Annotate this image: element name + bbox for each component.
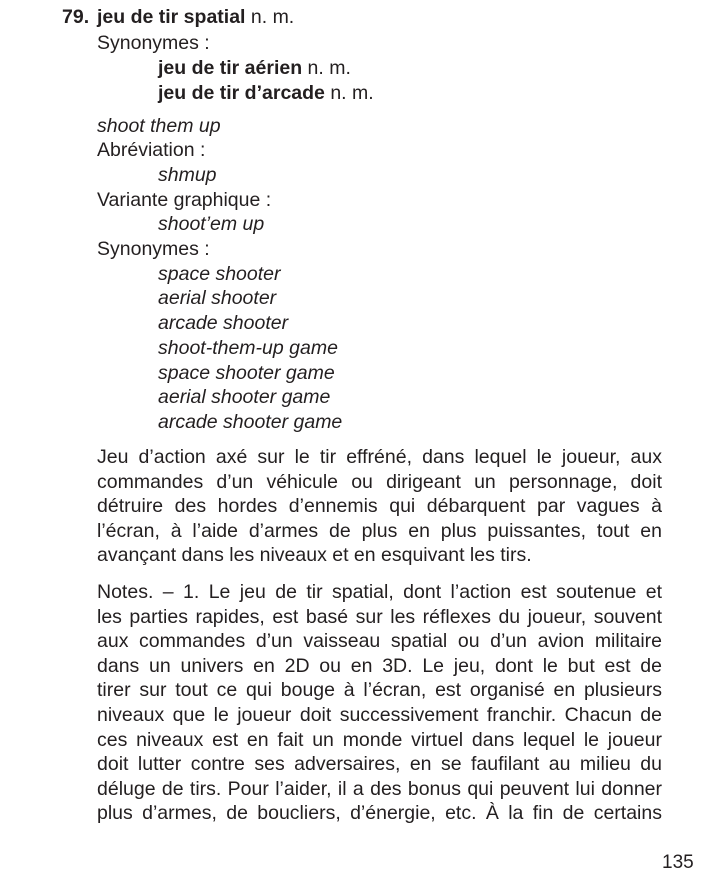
definition-line: commandes d’un véhicule ou dirigeant un personnage, doit [97,470,662,493]
abbreviation: shmup [158,164,217,186]
variant-label: Variante graphique : [97,189,272,211]
definition-line: l’écran, à l’aide d’armes de plus en plus puissantes, tout en [97,519,662,542]
notes-line: niveaux que le joueur doit successivement franchir. Chacun de [97,703,662,726]
notes-line: doit lutter contre ses adversaires, en se faufilant au milieu du [97,753,662,776]
fr-synonym-gram: n. m. [302,57,351,79]
fr-synonym [158,81,374,105]
en-synonym: arcade shooter [158,312,289,334]
main-term-gram: n. m. [245,6,295,28]
fr-synonym-term: jeu de tir d’arcade [158,82,325,104]
notes [97,580,662,826]
en-synonym: aerial shooter game [158,386,331,408]
notes-line: ces niveaux est en fait un monde virtuel dans lequel le joueur [97,728,662,751]
en-synonym: aerial shooter [158,287,277,309]
definition-line: détruire des hordes d’ennemis qui débarquent par vagues à [97,495,662,518]
entry-heading [97,5,294,29]
notes-line: les parties rapides, est basé sur les réflexes du joueur, souvent [97,605,662,628]
en-term: shoot them up [97,115,221,137]
definition-line: Jeu d’action axé sur le tir effréné, dans lequel le joueur, aux [97,446,662,468]
fr-synonym-gram: n. m. [324,82,374,104]
variant: shoot’em up [158,213,265,235]
notes-line: tirer sur tout ce qui bouge à l’écran, est organisé en plusieurs [97,679,662,702]
notes-line: aux commandes d’un vaisseau spatial ou d’un avion militaire [97,630,662,653]
fr-synonyms-label: Synonymes : [97,32,210,54]
notes-line: déluge de tirs. Pour l’aider, il a des bonus qui peuvent lui donner [97,777,662,800]
notes-line: Notes. – 1. Le jeu de tir spatial, dont l’action est soutenue et [97,581,662,603]
definition [97,445,662,568]
entry-number: 79. [62,6,90,28]
en-synonym: space shooter [158,263,281,285]
page-number: 135 [662,852,694,873]
en-synonym: arcade shooter game [158,411,343,433]
definition-line: avançant dans les niveaux et en esquivant les tirs. [97,544,532,567]
abbreviation-label: Abréviation : [97,139,206,161]
main-term: jeu de tir spatial [97,6,246,28]
fr-synonym [158,56,351,80]
fr-synonym-term: jeu de tir aérien [158,57,303,79]
en-synonym: space shooter game [158,362,335,384]
en-synonyms-label: Synonymes : [97,238,210,260]
notes-line: plus d’armes, de boucliers, d’énergie, etc. À la fin de certains [97,802,662,825]
en-synonym: shoot-them-up game [158,337,338,359]
notes-line: dans un univers en 2D ou en 3D. Le jeu, dont le but est de [97,654,662,677]
